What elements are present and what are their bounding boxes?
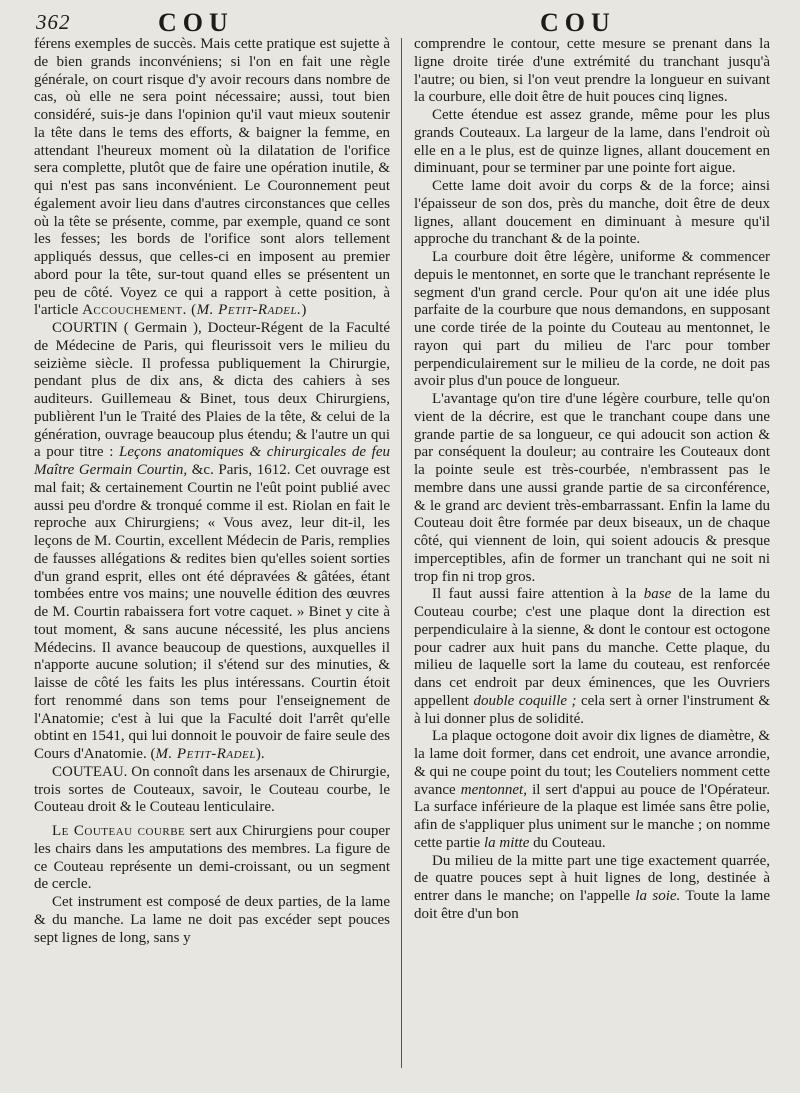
left-running-head: COU <box>158 8 234 37</box>
subentry-heading: Le Couteau courbe <box>52 823 186 839</box>
paragraph <box>414 853 770 924</box>
term: la mitte <box>483 834 530 851</box>
paragraph: Cette lame doit avoir du corps & de la force; ainsi l'épaisseur de son dos, près du manche, doit être de deux lignes, allant doucement en diminuant à mesure qu'il approche du tranchant & de la pointe. <box>414 178 770 248</box>
paragraph <box>414 728 770 852</box>
left-column <box>34 36 390 947</box>
entry-heading: COURTIN <box>52 320 118 336</box>
entry-courtin <box>34 320 390 764</box>
running-header <box>0 8 800 38</box>
paragraph <box>34 823 390 894</box>
text-run: de la lame du Couteau courbe; c'est une plaque dont la direction est perpendiculaire à la sienne, & dont le contour est octogone pour cadrer aux huit pans du manche. Cette plaque, du milieu de laquelle sort la lame du couteau, est renforcée dans cet endroit par deux éminences, que les Ouvriers appellent <box>414 586 770 709</box>
text-run: sert aux Chirurgiens pour couper les chairs dans les amputations des membres. La figure de ce Couteau représente un demi-croissant, ou un segment de cercle. <box>34 823 390 893</box>
text-run: cela sert à orner l'instrument & à lui donner plus de solidité. <box>414 692 770 727</box>
text-run: Accouchement. ( <box>82 302 197 319</box>
entry-heading: COUTEAU. <box>52 763 128 780</box>
page-number: 362 <box>36 10 71 34</box>
paragraph: Cet instrument est composé de deux parties, de la lame & du manche. La lame ne doit pas excéder sept pouces sept lignes de long, sans y <box>34 894 390 946</box>
term: double coquille ; <box>473 692 577 709</box>
text-run: férens exemples de succès. Mais cette pratique est sujette à de bien grands inconvéniens; si l'on en fait une règle générale, on court risque d'y avoir recours dans nombre de cas, où elle ne sera point nécessaire; aussi, tout bien considéré, suis-je dans l'opinion qu'il vaut mieux soutenir la tête dans le tems des efforts, & baigner la femme, en attendant l'heureux moment où la dilatation de l'orifice sera complette, plutôt que de faire une opération inutile, & qui n'est pas sans inconvénient. Le Couronnement peut également avoir lieu dans d'autres circonstances que celles où la tête se présente, comme, par exemple, quand ce sont les fesses; les bords de l'orifice sont alors tellement appliqués dessus, que celles-ci en imposent au premier abord pour la tête, sur-tout quand elles se présentent un peu de côté. Voyez ce qui a rapport à cette position, à l'article <box>34 36 390 319</box>
term: mentonnet, <box>460 781 527 798</box>
text-run: &c. Paris, 1612. Cet ouvrage est mal fait; & certainement Courtin ne l'eût point publié avec aussi peu d'ordre & tronqué comme il est. Riolan en fait le reproche aux Chirurgiens; « Vous avez, leur dit-il, les leçons de M. Courtin, excellent Médecin de Paris, remplies de fausses allégations & redites bien qu'elles soient sorties d'un grand esprit, elles ont été dépravées & gâtées, étant tombées entre vos mains; une nouvelle édition des œuvres de M. Courtin rabaissera fort votre caquet. » Binet y cite à tout moment, & sans aucune nécessité, les plus anciens Médecins. Il avance beaucoup de questions, auxquelles il n'apporte aucune solution; il s'étend sur des minuties, & laisse de côté les faits les plus intéressans. Courtin étoit fort renommé dans son tems pour l'enseignement de l'Anatomie; c'est à lui que la Faculté doit l'arrêt qu'elle obtint en 1541, qui lui donnoit le pouvoir de faire seule des Cours d'Anatomie. ( <box>34 462 390 762</box>
paragraph <box>414 586 770 728</box>
text-run: Il faut aussi faire attention à la <box>432 586 637 603</box>
text-run: du Couteau. <box>533 834 606 851</box>
text-run: Toute la lame doit être d'un bon <box>414 888 771 922</box>
text-run: Du milieu de la mitte part une tige exactement quarrée, de quatre pouces sept à huit lignes de long, destinée à entrer dans le manche; on l'appelle <box>414 852 770 904</box>
paragraph <box>34 36 390 320</box>
entry-couteau <box>34 764 390 817</box>
text-run: il sert d'appui au pouce de l'Opérateur. La surface inférieure de la plaque est limée sans être polie, afin de s'appliquer plus uniment sur le manche ; on nomme cette partie <box>414 781 770 851</box>
paragraph: La courbure doit être légère, uniforme & commencer depuis le mentonnet, en sorte que le tranchant représente le segment d'un grand cercle. Pour qu'on ait une idée plus parfaite de la courbure que nous demandons, en supposant une corde tirée de la pointe du Couteau au mentonnet, le rayon qui part du milieu de l'arc pour tomber perpendiculairement sur le milieu de la corde, ne doit pas avoir plus d'un pouce de longueur. <box>414 249 770 390</box>
right-column <box>414 36 770 924</box>
paragraph: comprendre le contour, cette mesure se prenant dans la ligne droite tirée d'une extrémité du tranchant jusqu'à l'autre; ou bien, si l'on veut prendre la longueur en suivant la courbure, elle doit être de huit pouces cinq lignes. <box>414 36 770 106</box>
text-run: On connoît dans les arsenaux de Chirurgie, trois sortes de Couteaux, savoir, le Couteau courbe, le Couteau droit & le Couteau lenticulaire. <box>34 763 390 816</box>
term: la soie. <box>635 888 681 904</box>
column-divider <box>401 38 402 1068</box>
book-title: Leçons anatomiques & chirurgicales de feu Maître Germain Courtin, <box>34 444 390 478</box>
text-run: ) <box>301 302 307 319</box>
paragraph: Cette étendue est assez grande, même pour les plus grands Couteaux. La largeur de la lame, dans l'endroit où elle en a le plus, est de quinze lignes, allant doucement en diminuant, pour se terminer par une pointe fort aigue. <box>414 107 770 177</box>
author-signature: M. Petit-Radel. <box>196 302 302 319</box>
text-run: ( Germain ), Docteur-Régent de la Faculté de Médecine de Paris, qui fleurissoit vers le milieu du seizième siècle. Il professa publiquement la Chirurgie, pendant plus de dix ans, & dicta des cahiers à ses auditeurs. Guillemeau & Binet, tous deux Chirurgiens, publièrent l'un le Traité des Plaies de la tête, & celui de la génération, ouvrage beaucoup plus étendu; & l'autre un qui a pour titre : <box>34 320 390 461</box>
right-running-head: COU <box>540 8 616 37</box>
author-signature: M. Petit-Radel <box>155 746 256 762</box>
text-run: ). <box>255 746 265 762</box>
term: base <box>643 586 672 603</box>
text-run: La plaque octogone doit avoir dix lignes de diamètre, & la lame doit former, dans cet endroit, une avance arrondie, & qui ne coupe point du tout; les Couteliers nomment cette avance <box>414 728 770 798</box>
paragraph: L'avantage qu'on tire d'une légère courbure, telle qu'on vient de la décrire, est que le tranchant coupe dans une grande partie de sa longueur, ce qui adoucit son action & par conséquent la douleur; au contraire les Couteaux dont la pointe seule est très-courbée, n'embrassent pas le membre dans une aussi grande partie de sa circonférence, & le grand arc devient très-embarrassant. Enfin la lame du Couteau doit être formée par deux biseaux, un de chaque côté, qui viennent de loin, qui soient adoucis & presque imperceptibles, afin de former un tranchant qui ne soit ni trop fin ni trop gros. <box>414 391 770 585</box>
